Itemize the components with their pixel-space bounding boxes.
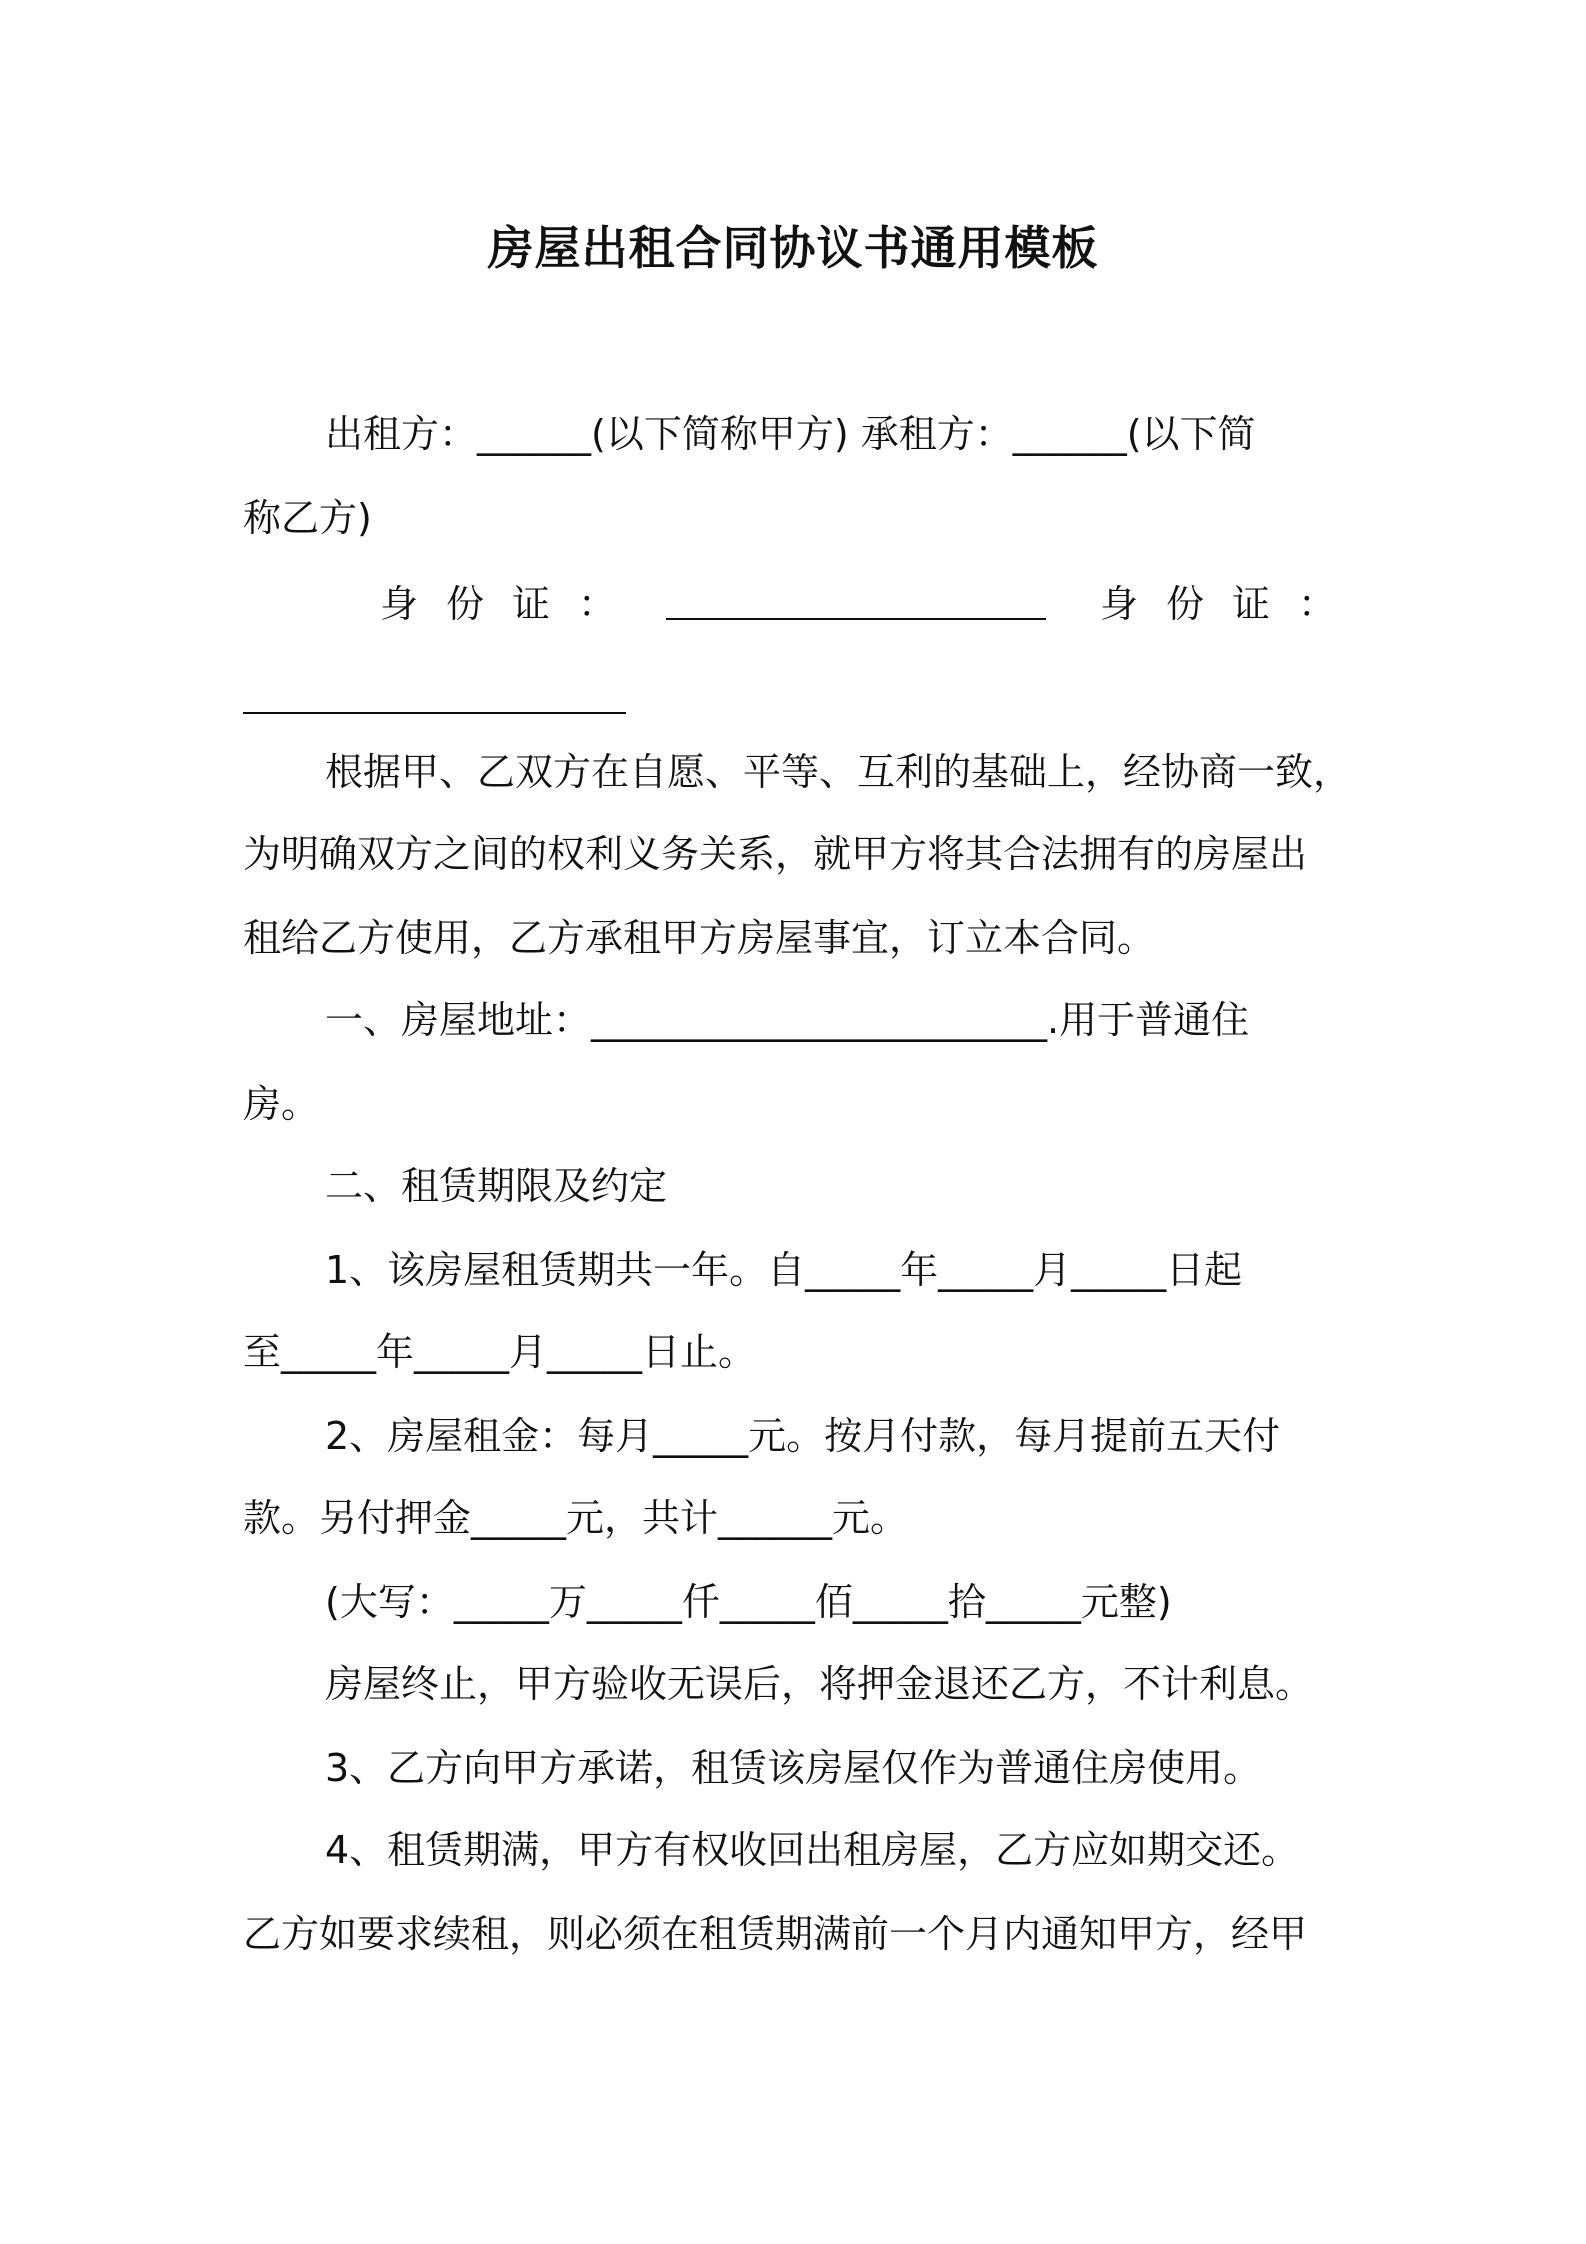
preamble-line-1: 根据甲、乙双方在自愿、平等、互利的基础上，经协商一致， [325, 750, 1352, 794]
term-line: 1、该房屋租赁期共一年。自_____年_____月_____日起 [325, 1248, 1243, 1292]
amount-in-words-line: (大写：_____万_____仟_____佰_____拾_____元整) [325, 1580, 1172, 1624]
term-line-cont: 至_____年_____月_____日止。 [243, 1330, 757, 1374]
rent-line-cont: 款。另付押金_____元，共计______元。 [243, 1496, 909, 1540]
rent-line: 2、房屋租金：每月_____元。按月付款，每月提前五天付 [325, 1414, 1281, 1458]
preamble-line-3: 租给乙方使用，乙方承租甲方房屋事宜，订立本合同。 [243, 916, 1156, 960]
section-2-heading: 二、租赁期限及约定 [325, 1164, 668, 1208]
id-label-lessee: 身 份 证 ： [1100, 582, 1336, 626]
deposit-return-line: 房屋终止，甲方验收无误后，将押金退还乙方，不计利息。 [325, 1662, 1314, 1706]
parties-line: 出租方：______(以下简称甲方) 承租方：______(以下简 [325, 412, 1256, 456]
address-line: 一、房屋地址：________________________.用于普通住 [325, 998, 1250, 1042]
expiry-line: 4、租赁期满，甲方有权收回出租房屋，乙方应如期交还。 [325, 1828, 1300, 1872]
preamble-line-2: 为明确双方之间的权利义务关系，就甲方将其合法拥有的房屋出 [243, 832, 1308, 876]
id-label-lessor: 身 份 证 ： [380, 582, 616, 626]
address-line-cont: 房。 [243, 1082, 320, 1126]
id-blank-lessor [666, 588, 1046, 620]
parties-line-cont: 称乙方) [243, 496, 372, 540]
id-line [380, 580, 1336, 628]
renewal-line: 乙方如要求续租，则必须在租赁期满前一个月内通知甲方，经甲 [243, 1912, 1308, 1956]
use-commitment-line: 3、乙方向甲方承诺，租赁该房屋仅作为普通住房使用。 [325, 1746, 1262, 1790]
id-blank-lessee [243, 712, 626, 714]
document-title: 房屋出租合同协议书通用模板 [487, 221, 1099, 275]
